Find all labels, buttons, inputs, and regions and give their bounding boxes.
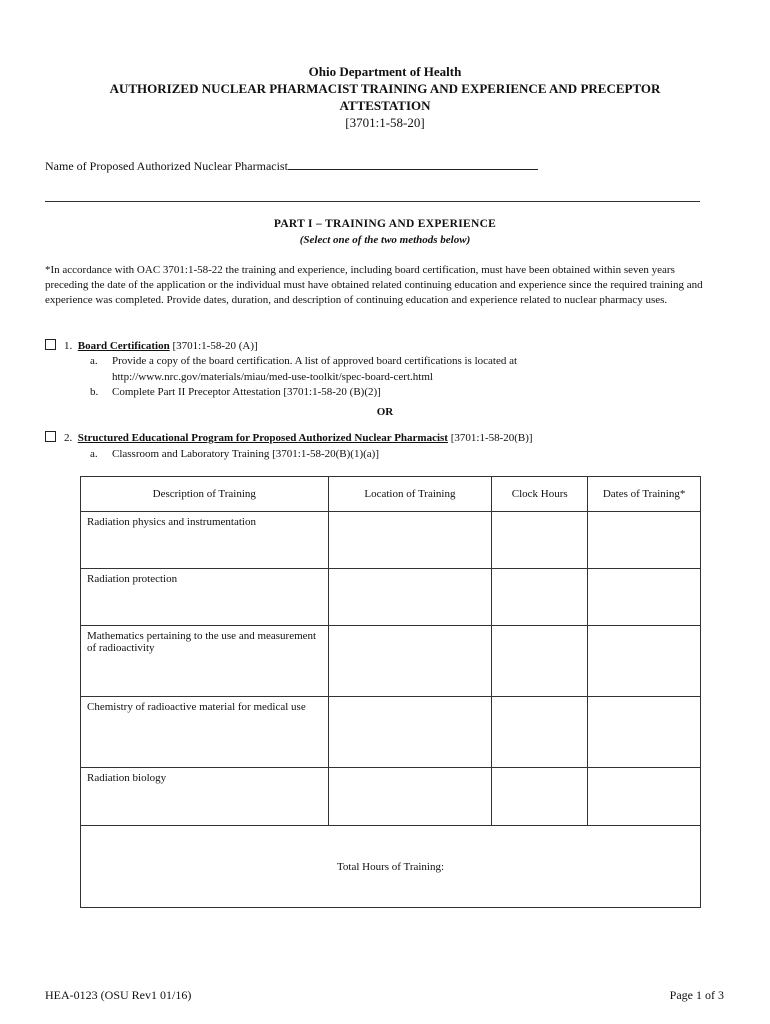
table-header-row — [81, 477, 701, 512]
document-header — [0, 63, 770, 131]
part1-subtitle: (Select one of the two methods below) — [299, 234, 471, 246]
option1-item-a — [90, 353, 517, 369]
location-cell[interactable] — [328, 512, 492, 569]
table-row — [81, 569, 701, 626]
option2-number: 2. — [64, 432, 73, 444]
clock-hours-cell[interactable] — [492, 768, 588, 826]
row-description: Radiation physics and instrumentation — [81, 512, 329, 569]
table-row — [81, 768, 701, 826]
row-description: Chemistry of radioactive material for medical use — [81, 697, 329, 768]
clock-hours-cell[interactable] — [492, 697, 588, 768]
table-row — [81, 512, 701, 569]
form-id: HEA-0123 (OSU Rev1 01/16) — [45, 988, 192, 1002]
clock-hours-cell[interactable] — [492, 569, 588, 626]
row-description: Mathematics pertaining to the use and measurement of radioactivity — [81, 626, 329, 697]
dates-cell[interactable] — [588, 697, 701, 768]
total-row — [81, 826, 701, 908]
board-cert-link[interactable]: http://www.nrc.gov/materials/miau/med-use-toolkit/spec-board-cert.html — [112, 371, 433, 383]
page-number: Page 1 of 3 — [669, 988, 724, 1002]
option2-heading: Structured Educational Program for Proposed Authorized Nuclear Pharmacist — [77, 432, 448, 444]
location-cell[interactable] — [328, 768, 492, 826]
rule-reference: [3701:1-58-20] — [345, 115, 425, 130]
option2-rule: [3701:1-58-20(B)] — [447, 432, 533, 444]
column-header-location: Location of Training — [328, 477, 492, 512]
name-field — [45, 158, 538, 174]
location-cell[interactable] — [328, 626, 492, 697]
row-description: Radiation protection — [81, 569, 329, 626]
or-separator: OR — [376, 406, 394, 418]
clock-hours-cell[interactable] — [492, 626, 588, 697]
option2-item-a — [90, 446, 379, 462]
item-letter: a. — [90, 355, 98, 367]
option1-number: 1. — [64, 340, 73, 352]
name-continuation-line[interactable] — [45, 201, 700, 202]
option2-checkbox[interactable] — [45, 431, 56, 442]
table-row — [81, 697, 701, 768]
dates-cell[interactable] — [588, 512, 701, 569]
training-table — [80, 476, 701, 908]
option1-rule: [3701:1-58-20 (A)] — [169, 340, 258, 352]
option1-item-url — [90, 369, 433, 385]
dates-cell[interactable] — [588, 569, 701, 626]
form-title-line1: AUTHORIZED NUCLEAR PHARMACIST TRAINING AND EXPERIENCE AND PRECEPTOR — [109, 81, 661, 96]
total-hours-label: Total Hours of Training: — [336, 860, 445, 873]
requirements-note: *In accordance with OAC 3701:1-58-22 the training and experience, including board certification, must have been obtained within seven years preceding the date of the application or the individual must have obtained related continuing education and experience since the required training and experience was completed. Provide dates, duration, and description of continuing education and experience related to nuclear pharmacy uses. — [45, 264, 703, 307]
dates-cell[interactable] — [588, 768, 701, 826]
option1-heading: Board Certification — [77, 340, 170, 352]
form-title-line2: ATTESTATION — [339, 98, 431, 113]
option2-row — [45, 430, 533, 446]
total-hours-cell[interactable] — [81, 826, 701, 908]
item-text: Provide a copy of the board certification. A list of approved board certifications is located at — [112, 355, 518, 367]
location-cell[interactable] — [328, 697, 492, 768]
name-field-label: Name of Proposed Authorized Nuclear Pharmacist — [45, 159, 288, 173]
dates-cell[interactable] — [588, 626, 701, 697]
table-row — [81, 626, 701, 697]
option1-checkbox[interactable] — [45, 339, 56, 350]
column-header-description: Description of Training — [81, 477, 329, 512]
column-header-dates: Dates of Training* — [588, 477, 701, 512]
item-text: Complete Part II Preceptor Attestation [3701:1-58-20 (B)(2)] — [112, 386, 381, 398]
item-letter: b. — [90, 386, 99, 398]
column-header-clock-hours: Clock Hours — [492, 477, 588, 512]
name-input-line[interactable] — [288, 158, 538, 170]
option1-item-b — [90, 384, 381, 400]
item-letter: a. — [90, 448, 98, 460]
row-description: Radiation biology — [81, 768, 329, 826]
location-cell[interactable] — [328, 569, 492, 626]
item-text: Classroom and Laboratory Training [3701:1-58-20(B)(1)(a)] — [112, 448, 380, 460]
clock-hours-cell[interactable] — [492, 512, 588, 569]
agency-name: Ohio Department of Health — [308, 64, 462, 79]
option1-row — [45, 338, 258, 354]
part1-title: PART I – TRAINING AND EXPERIENCE — [273, 218, 497, 230]
